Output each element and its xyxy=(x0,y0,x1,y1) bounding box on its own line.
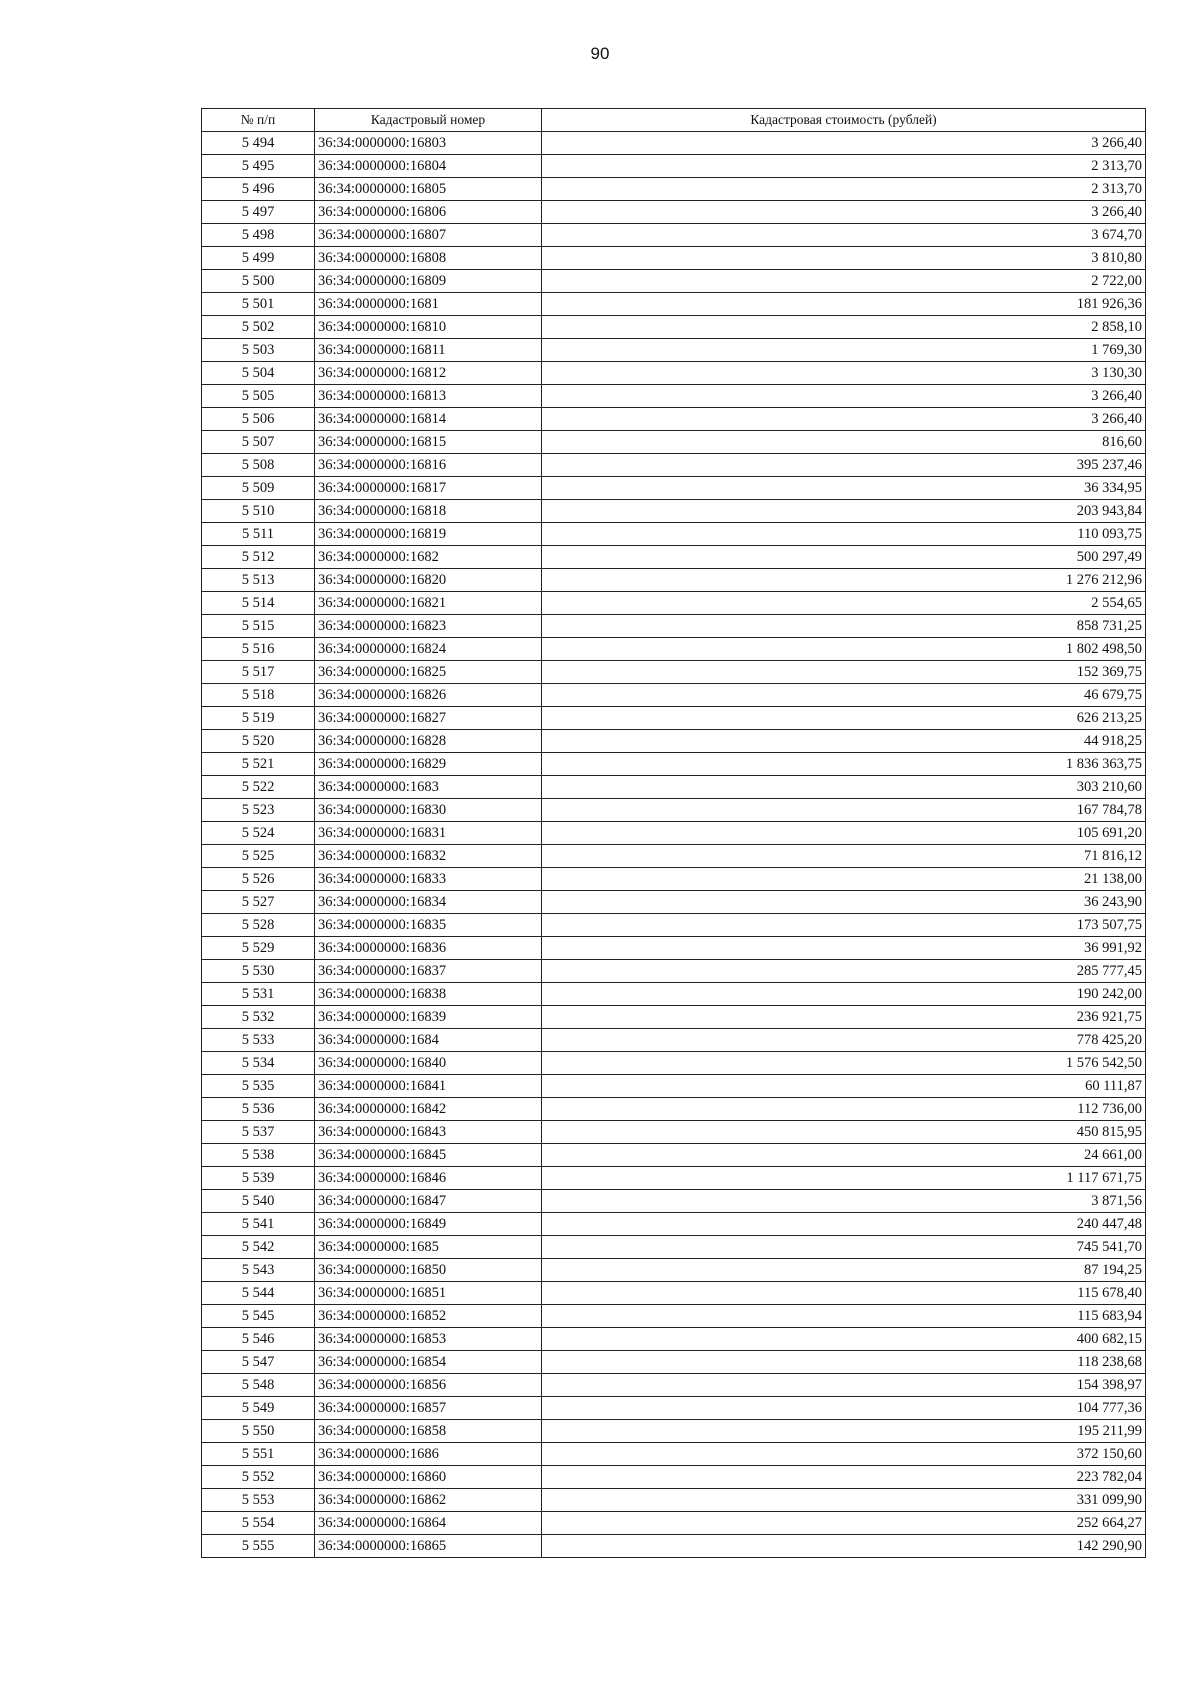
cadastral-value-cell: 190 242,00 xyxy=(542,983,1146,1006)
cadastral-value-cell: 450 815,95 xyxy=(542,1121,1146,1144)
cadastral-number-cell: 36:34:0000000:16809 xyxy=(315,270,542,293)
row-number-cell: 5 495 xyxy=(202,155,315,178)
table-row xyxy=(202,1121,1146,1144)
row-number-cell: 5 494 xyxy=(202,132,315,155)
cadastral-number-cell: 36:34:0000000:16823 xyxy=(315,615,542,638)
cadastral-value-cell: 240 447,48 xyxy=(542,1213,1146,1236)
row-number-cell: 5 533 xyxy=(202,1029,315,1052)
cadastral-value-cell: 36 334,95 xyxy=(542,477,1146,500)
cadastral-value-cell: 1 802 498,50 xyxy=(542,638,1146,661)
row-number-cell: 5 553 xyxy=(202,1489,315,1512)
table-row xyxy=(202,431,1146,454)
cadastral-number-cell: 36:34:0000000:16837 xyxy=(315,960,542,983)
cadastral-number-cell: 36:34:0000000:16806 xyxy=(315,201,542,224)
row-number-cell: 5 500 xyxy=(202,270,315,293)
row-number-cell: 5 522 xyxy=(202,776,315,799)
cadastral-number-cell: 36:34:0000000:16847 xyxy=(315,1190,542,1213)
table-row xyxy=(202,868,1146,891)
table-row xyxy=(202,937,1146,960)
table-row xyxy=(202,1374,1146,1397)
row-number-cell: 5 520 xyxy=(202,730,315,753)
cadastral-number-cell: 36:34:0000000:16845 xyxy=(315,1144,542,1167)
cadastral-value-cell: 372 150,60 xyxy=(542,1443,1146,1466)
cadastral-number-cell: 36:34:0000000:16824 xyxy=(315,638,542,661)
cadastral-number-cell: 36:34:0000000:16853 xyxy=(315,1328,542,1351)
cadastral-value-cell: 3 810,80 xyxy=(542,247,1146,270)
cadastral-number-cell: 36:34:0000000:16852 xyxy=(315,1305,542,1328)
row-number-cell: 5 497 xyxy=(202,201,315,224)
cadastral-value-cell: 236 921,75 xyxy=(542,1006,1146,1029)
cadastral-number-cell: 36:34:0000000:16829 xyxy=(315,753,542,776)
cadastral-value-cell: 1 836 363,75 xyxy=(542,753,1146,776)
table-row xyxy=(202,224,1146,247)
table-row xyxy=(202,1282,1146,1305)
cadastral-value-cell: 303 210,60 xyxy=(542,776,1146,799)
row-number-cell: 5 511 xyxy=(202,523,315,546)
table-row xyxy=(202,546,1146,569)
table-row xyxy=(202,523,1146,546)
cadastral-number-cell: 36:34:0000000:1682 xyxy=(315,546,542,569)
cadastral-number-cell: 36:34:0000000:16833 xyxy=(315,868,542,891)
row-number-cell: 5 534 xyxy=(202,1052,315,1075)
row-number-cell: 5 550 xyxy=(202,1420,315,1443)
row-number-cell: 5 516 xyxy=(202,638,315,661)
page-number: 90 xyxy=(590,44,610,63)
cadastral-number-cell: 36:34:0000000:1684 xyxy=(315,1029,542,1052)
table-row xyxy=(202,201,1146,224)
cadastral-value-cell: 745 541,70 xyxy=(542,1236,1146,1259)
table-row xyxy=(202,270,1146,293)
cadastral-value-cell: 60 111,87 xyxy=(542,1075,1146,1098)
cadastral-value-cell: 2 554,65 xyxy=(542,592,1146,615)
cadastral-number-cell: 36:34:0000000:16835 xyxy=(315,914,542,937)
row-number-cell: 5 524 xyxy=(202,822,315,845)
cadastral-number-cell: 36:34:0000000:16827 xyxy=(315,707,542,730)
cadastral-value-cell: 3 266,40 xyxy=(542,201,1146,224)
cadastral-value-cell: 1 117 671,75 xyxy=(542,1167,1146,1190)
table-row xyxy=(202,155,1146,178)
table-row xyxy=(202,362,1146,385)
cadastral-number-cell: 36:34:0000000:1685 xyxy=(315,1236,542,1259)
cadastral-number-cell: 36:34:0000000:16826 xyxy=(315,684,542,707)
cadastral-value-cell: 3 266,40 xyxy=(542,408,1146,431)
table-row xyxy=(202,1351,1146,1374)
cadastral-value-cell: 118 238,68 xyxy=(542,1351,1146,1374)
cadastral-value-cell: 154 398,97 xyxy=(542,1374,1146,1397)
table-row xyxy=(202,845,1146,868)
cadastral-number-cell: 36:34:0000000:16842 xyxy=(315,1098,542,1121)
cadastral-number-cell: 36:34:0000000:16817 xyxy=(315,477,542,500)
table-header xyxy=(202,109,1146,132)
table-row xyxy=(202,1098,1146,1121)
row-number-cell: 5 523 xyxy=(202,799,315,822)
row-number-cell: 5 527 xyxy=(202,891,315,914)
table-row xyxy=(202,1052,1146,1075)
cadastral-value-cell: 44 918,25 xyxy=(542,730,1146,753)
table-row xyxy=(202,385,1146,408)
cadastral-value-cell: 104 777,36 xyxy=(542,1397,1146,1420)
row-number-cell: 5 525 xyxy=(202,845,315,868)
cadastral-value-cell: 858 731,25 xyxy=(542,615,1146,638)
cadastral-number-cell: 36:34:0000000:16815 xyxy=(315,431,542,454)
cadastral-value-cell: 167 784,78 xyxy=(542,799,1146,822)
table-row xyxy=(202,1190,1146,1213)
cadastral-value-cell: 1 769,30 xyxy=(542,339,1146,362)
cadastral-number-cell: 36:34:0000000:16828 xyxy=(315,730,542,753)
table-row xyxy=(202,960,1146,983)
table-row xyxy=(202,454,1146,477)
cadastral-value-cell: 115 678,40 xyxy=(542,1282,1146,1305)
table-row xyxy=(202,707,1146,730)
row-number-cell: 5 496 xyxy=(202,178,315,201)
cadastral-number-cell: 36:34:0000000:16841 xyxy=(315,1075,542,1098)
cadastral-value-cell: 500 297,49 xyxy=(542,546,1146,569)
cadastral-number-cell: 36:34:0000000:16807 xyxy=(315,224,542,247)
row-number-cell: 5 538 xyxy=(202,1144,315,1167)
row-number-cell: 5 554 xyxy=(202,1512,315,1535)
cadastral-number-cell: 36:34:0000000:16832 xyxy=(315,845,542,868)
row-number-cell: 5 549 xyxy=(202,1397,315,1420)
cadastral-value-cell: 115 683,94 xyxy=(542,1305,1146,1328)
cadastral-number-cell: 36:34:0000000:16821 xyxy=(315,592,542,615)
row-number-cell: 5 541 xyxy=(202,1213,315,1236)
cadastral-number-cell: 36:34:0000000:16819 xyxy=(315,523,542,546)
table-row xyxy=(202,1144,1146,1167)
row-number-cell: 5 546 xyxy=(202,1328,315,1351)
table-row xyxy=(202,178,1146,201)
row-number-cell: 5 532 xyxy=(202,1006,315,1029)
table-row xyxy=(202,1397,1146,1420)
table-row xyxy=(202,1029,1146,1052)
table-row xyxy=(202,661,1146,684)
cadastral-value-cell: 152 369,75 xyxy=(542,661,1146,684)
table-row xyxy=(202,914,1146,937)
cadastral-value-table xyxy=(201,108,1146,1558)
cadastral-value-cell: 36 991,92 xyxy=(542,937,1146,960)
row-number-cell: 5 539 xyxy=(202,1167,315,1190)
cadastral-number-cell: 36:34:0000000:16839 xyxy=(315,1006,542,1029)
row-number-cell: 5 518 xyxy=(202,684,315,707)
cadastral-value-cell: 223 782,04 xyxy=(542,1466,1146,1489)
cadastral-value-cell: 2 858,10 xyxy=(542,316,1146,339)
row-number-cell: 5 548 xyxy=(202,1374,315,1397)
cadastral-value-cell: 203 943,84 xyxy=(542,500,1146,523)
row-number-cell: 5 551 xyxy=(202,1443,315,1466)
cadastral-value-cell: 87 194,25 xyxy=(542,1259,1146,1282)
cadastral-number-cell: 36:34:0000000:16831 xyxy=(315,822,542,845)
cadastral-value-cell: 2 313,70 xyxy=(542,155,1146,178)
row-number-cell: 5 552 xyxy=(202,1466,315,1489)
table-row xyxy=(202,293,1146,316)
cadastral-number-cell: 36:34:0000000:16850 xyxy=(315,1259,542,1282)
cadastral-number-cell: 36:34:0000000:16834 xyxy=(315,891,542,914)
row-number-cell: 5 545 xyxy=(202,1305,315,1328)
table-row xyxy=(202,753,1146,776)
table-row xyxy=(202,983,1146,1006)
table-row xyxy=(202,1213,1146,1236)
table-row xyxy=(202,1305,1146,1328)
cadastral-value-cell: 331 099,90 xyxy=(542,1489,1146,1512)
cadastral-number-cell: 36:34:0000000:16812 xyxy=(315,362,542,385)
cadastral-value-cell: 626 213,25 xyxy=(542,707,1146,730)
table-row xyxy=(202,822,1146,845)
row-number-cell: 5 537 xyxy=(202,1121,315,1144)
table-row xyxy=(202,569,1146,592)
cadastral-value-cell: 3 266,40 xyxy=(542,385,1146,408)
table-row xyxy=(202,1006,1146,1029)
row-number-cell: 5 499 xyxy=(202,247,315,270)
table-row xyxy=(202,1512,1146,1535)
cadastral-value-cell: 3 674,70 xyxy=(542,224,1146,247)
row-number-cell: 5 513 xyxy=(202,569,315,592)
row-number-cell: 5 506 xyxy=(202,408,315,431)
row-number-cell: 5 517 xyxy=(202,661,315,684)
table-row xyxy=(202,500,1146,523)
table-row xyxy=(202,799,1146,822)
cadastral-value-cell: 110 093,75 xyxy=(542,523,1146,546)
table-row xyxy=(202,891,1146,914)
cadastral-value-cell: 2 722,00 xyxy=(542,270,1146,293)
cadastral-number-cell: 36:34:0000000:16816 xyxy=(315,454,542,477)
cadastral-value-cell: 105 691,20 xyxy=(542,822,1146,845)
cadastral-number-cell: 36:34:0000000:16854 xyxy=(315,1351,542,1374)
row-number-cell: 5 515 xyxy=(202,615,315,638)
cadastral-value-cell: 3 130,30 xyxy=(542,362,1146,385)
cadastral-number-cell: 36:34:0000000:16836 xyxy=(315,937,542,960)
table-row xyxy=(202,615,1146,638)
table-row xyxy=(202,1535,1146,1558)
table-row xyxy=(202,1328,1146,1351)
header-row-number: № п/п xyxy=(202,109,315,132)
cadastral-number-cell: 36:34:0000000:16862 xyxy=(315,1489,542,1512)
row-number-cell: 5 519 xyxy=(202,707,315,730)
cadastral-value-cell: 2 313,70 xyxy=(542,178,1146,201)
row-number-cell: 5 521 xyxy=(202,753,315,776)
cadastral-number-cell: 36:34:0000000:16803 xyxy=(315,132,542,155)
cadastral-value-cell: 173 507,75 xyxy=(542,914,1146,937)
table-row xyxy=(202,1167,1146,1190)
cadastral-number-cell: 36:34:0000000:16805 xyxy=(315,178,542,201)
row-number-cell: 5 504 xyxy=(202,362,315,385)
cadastral-value-cell: 252 664,27 xyxy=(542,1512,1146,1535)
cadastral-value-cell: 3 871,56 xyxy=(542,1190,1146,1213)
table-row xyxy=(202,776,1146,799)
table-row xyxy=(202,1420,1146,1443)
cadastral-number-cell: 36:34:0000000:16860 xyxy=(315,1466,542,1489)
row-number-cell: 5 526 xyxy=(202,868,315,891)
row-number-cell: 5 510 xyxy=(202,500,315,523)
cadastral-number-cell: 36:34:0000000:16825 xyxy=(315,661,542,684)
cadastral-value-cell: 36 243,90 xyxy=(542,891,1146,914)
cadastral-number-cell: 36:34:0000000:16811 xyxy=(315,339,542,362)
cadastral-number-cell: 36:34:0000000:16814 xyxy=(315,408,542,431)
cadastral-value-cell: 71 816,12 xyxy=(542,845,1146,868)
table-row xyxy=(202,316,1146,339)
table-row xyxy=(202,339,1146,362)
table-row xyxy=(202,1443,1146,1466)
cadastral-number-cell: 36:34:0000000:16813 xyxy=(315,385,542,408)
cadastral-number-cell: 36:34:0000000:16838 xyxy=(315,983,542,1006)
cadastral-number-cell: 36:34:0000000:1681 xyxy=(315,293,542,316)
row-number-cell: 5 543 xyxy=(202,1259,315,1282)
row-number-cell: 5 528 xyxy=(202,914,315,937)
row-number-cell: 5 507 xyxy=(202,431,315,454)
cadastral-number-cell: 36:34:0000000:16865 xyxy=(315,1535,542,1558)
cadastral-number-cell: 36:34:0000000:1686 xyxy=(315,1443,542,1466)
row-number-cell: 5 502 xyxy=(202,316,315,339)
table-row xyxy=(202,684,1146,707)
table-row xyxy=(202,1489,1146,1512)
cadastral-number-cell: 36:34:0000000:16808 xyxy=(315,247,542,270)
row-number-cell: 5 531 xyxy=(202,983,315,1006)
cadastral-number-cell: 36:34:0000000:16851 xyxy=(315,1282,542,1305)
row-number-cell: 5 536 xyxy=(202,1098,315,1121)
cadastral-value-cell: 395 237,46 xyxy=(542,454,1146,477)
row-number-cell: 5 547 xyxy=(202,1351,315,1374)
cadastral-number-cell: 36:34:0000000:16856 xyxy=(315,1374,542,1397)
cadastral-value-cell: 285 777,45 xyxy=(542,960,1146,983)
cadastral-value-cell: 112 736,00 xyxy=(542,1098,1146,1121)
row-number-cell: 5 542 xyxy=(202,1236,315,1259)
row-number-cell: 5 508 xyxy=(202,454,315,477)
table-body xyxy=(202,132,1146,1558)
row-number-cell: 5 530 xyxy=(202,960,315,983)
cadastral-number-cell: 36:34:0000000:16846 xyxy=(315,1167,542,1190)
table-row xyxy=(202,408,1146,431)
table-row xyxy=(202,1236,1146,1259)
cadastral-value-cell: 195 211,99 xyxy=(542,1420,1146,1443)
cadastral-value-cell: 778 425,20 xyxy=(542,1029,1146,1052)
cadastral-value-cell: 816,60 xyxy=(542,431,1146,454)
header-cadastral-number: Кадастровый номер xyxy=(315,109,542,132)
cadastral-number-cell: 36:34:0000000:16810 xyxy=(315,316,542,339)
cadastral-value-cell: 1 576 542,50 xyxy=(542,1052,1146,1075)
header-row xyxy=(202,109,1146,132)
table-row xyxy=(202,1259,1146,1282)
cadastral-number-cell: 36:34:0000000:16830 xyxy=(315,799,542,822)
row-number-cell: 5 514 xyxy=(202,592,315,615)
table-row xyxy=(202,592,1146,615)
cadastral-number-cell: 36:34:0000000:16849 xyxy=(315,1213,542,1236)
table-row xyxy=(202,730,1146,753)
row-number-cell: 5 555 xyxy=(202,1535,315,1558)
row-number-cell: 5 535 xyxy=(202,1075,315,1098)
row-number-cell: 5 544 xyxy=(202,1282,315,1305)
cadastral-number-cell: 36:34:0000000:16857 xyxy=(315,1397,542,1420)
cadastral-number-cell: 36:34:0000000:16818 xyxy=(315,500,542,523)
cadastral-number-cell: 36:34:0000000:16840 xyxy=(315,1052,542,1075)
table-row xyxy=(202,477,1146,500)
table-row xyxy=(202,1075,1146,1098)
cadastral-value-cell: 46 679,75 xyxy=(542,684,1146,707)
cadastral-value-cell: 400 682,15 xyxy=(542,1328,1146,1351)
cadastral-value-cell: 181 926,36 xyxy=(542,293,1146,316)
table-row xyxy=(202,1466,1146,1489)
row-number-cell: 5 503 xyxy=(202,339,315,362)
row-number-cell: 5 540 xyxy=(202,1190,315,1213)
table-row xyxy=(202,132,1146,155)
table-row xyxy=(202,247,1146,270)
row-number-cell: 5 529 xyxy=(202,937,315,960)
cadastral-value-cell: 142 290,90 xyxy=(542,1535,1146,1558)
row-number-cell: 5 509 xyxy=(202,477,315,500)
cadastral-number-cell: 36:34:0000000:16858 xyxy=(315,1420,542,1443)
row-number-cell: 5 512 xyxy=(202,546,315,569)
cadastral-value-cell: 3 266,40 xyxy=(542,132,1146,155)
cadastral-number-cell: 36:34:0000000:16843 xyxy=(315,1121,542,1144)
header-cadastral-value: Кадастровая стоимость (рублей) xyxy=(542,109,1146,132)
cadastral-value-cell: 21 138,00 xyxy=(542,868,1146,891)
table-row xyxy=(202,638,1146,661)
cadastral-number-cell: 36:34:0000000:16864 xyxy=(315,1512,542,1535)
cadastral-value-cell: 24 661,00 xyxy=(542,1144,1146,1167)
cadastral-number-cell: 36:34:0000000:1683 xyxy=(315,776,542,799)
cadastral-value-cell: 1 276 212,96 xyxy=(542,569,1146,592)
row-number-cell: 5 505 xyxy=(202,385,315,408)
row-number-cell: 5 498 xyxy=(202,224,315,247)
cadastral-number-cell: 36:34:0000000:16804 xyxy=(315,155,542,178)
cadastral-number-cell: 36:34:0000000:16820 xyxy=(315,569,542,592)
row-number-cell: 5 501 xyxy=(202,293,315,316)
